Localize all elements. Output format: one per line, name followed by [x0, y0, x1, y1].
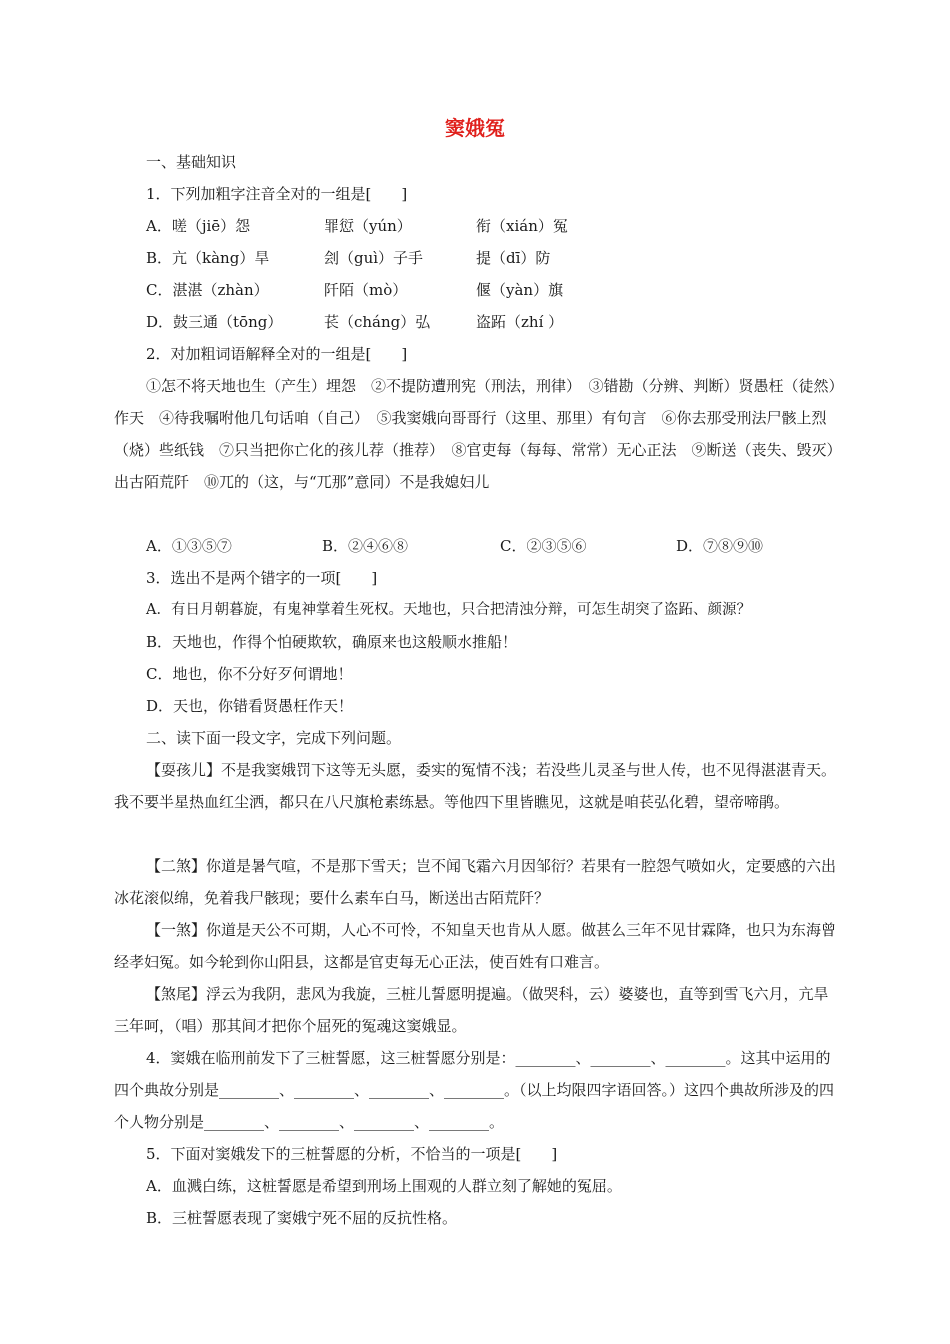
q1-option-b-2: 刽（guì）子手: [324, 249, 424, 267]
passage-paragraph-2: 【二煞】你道是暑气喧，不是那下雪天；岂不闻飞霜六月因邹衍？若果有一腔怨气喷如火，定要感的六出冰花滚似绵，免着我尸骸现；要什么素车白马，断送出古陌荒阡？: [114, 857, 837, 907]
q1-option-d-1: D．鼓三通（tōng）: [146, 313, 283, 331]
question-3-stem: 3．选出不是两个错字的一项[ ]: [146, 569, 378, 587]
document-title: 窦娥冤: [445, 116, 505, 140]
section-heading-2: 二、读下面一段文字，完成下列问题。: [146, 729, 402, 747]
q3-option-b: B．天地也，作得个怕硬欺软，确原来也这般顺水推船！: [146, 633, 518, 651]
q2-option-d: D．⑦⑧⑨⑩: [676, 537, 764, 555]
question-5-stem: 5．下面对窦娥发下的三桩誓愿的分析，不恰当的一项是[ ]: [146, 1145, 558, 1163]
question-1-stem: 1．下列加粗字注音全对的一组是[ ]: [146, 185, 408, 203]
q1-option-c-2: 阡陌（mò）: [324, 281, 408, 299]
q2-option-a: A．①③⑤⑦: [146, 537, 232, 555]
q1-option-d-2: 苌（cháng）弘: [324, 313, 431, 331]
q2-option-c: C．②③⑤⑥: [500, 537, 587, 555]
q1-option-b-3: 提（dī）防: [476, 249, 551, 267]
passage-paragraph-1: 【耍孩儿】不是我窦娥罚下这等无头愿，委实的冤情不浅；若没些儿灵圣与世人传，也不见得湛湛青天。我不要半星热血红尘洒，都只在八尺旗枪素练悬。等他四下里皆瞧见，这就是咱苌弘化碧，望帝啼鹃。: [114, 761, 837, 811]
q2-option-b: B．②④⑥⑧: [322, 537, 409, 555]
q5-option-a: A．血溅白练，这桩誓愿是希望到刑场上围观的人群立刻了解她的冤屈。: [146, 1177, 622, 1195]
q5-option-b: B．三桩誓愿表现了窦娥宁死不屈的反抗性格。: [146, 1209, 458, 1227]
passage-paragraph-3: 【一煞】你道是天公不可期，人心不可怜，不知皇天也肯从人愿。做甚么三年不见甘霖降，也只为东海曾经孝妇冤。如今轮到你山阳县，这都是官吏每无心正法，使百姓有口难言。: [114, 921, 837, 971]
q3-option-c: C．地也，你不分好歹何谓地！: [146, 665, 353, 683]
q1-option-b-1: B．亢（kàng）旱: [146, 249, 270, 267]
question-2-stem: 2．对加粗词语解释全对的一组是[ ]: [146, 345, 408, 363]
q1-option-c-1: C．湛湛（zhàn）: [146, 281, 269, 299]
section-heading-1: 一、基础知识: [146, 153, 237, 171]
q1-option-a-2: 罪愆（yún）: [324, 217, 412, 235]
q3-option-d: D．天也，你错看贤愚枉作天！: [146, 697, 354, 715]
passage-paragraph-4: 【煞尾】浮云为我阴，悲风为我旋，三桩儿誓愿明提遍。（做哭科，云）婆婆也，直等到雪飞六月，亢旱三年呵，（唱）那其间才把你个屈死的冤魂这窦娥显。: [114, 985, 829, 1035]
question-4: 4．窦娥在临刑前发下了三桩誓愿，这三桩誓愿分别是：________、________、________。这其中运用的四个典故分别是________、________、________、________。（以上均限四字语回答。）这四个典故所涉及的四个人物分别是________、________、________、________。: [114, 1049, 835, 1131]
question-2-body: ①怎不将天地也生（产生）埋怨 ②不提防遭刑宪（刑法，刑律） ③错勘（分辨、判断）贤愚枉（徒然）作天 ④待我嘱咐他几句话咱（自己） ⑤我窦娥向哥哥行（这里、那里）有句言 ⑥你去那受刑法尸骸上烈（烧）些纸钱 ⑦只当把你亡化的孩儿荐（推荐） ⑧官吏每（每每、常常）无心正法 ⑨断送（丧失、毁灭）出古陌荒阡 ⑩兀的（这，与“兀那”意同）不是我媳妇儿: [114, 377, 837, 491]
q3-option-a: A．有日月朝暮旋，有鬼神掌着生死权。天地也，只合把清浊分辩，可怎生胡突了盗跖、颜源？: [146, 602, 751, 618]
q1-option-c-3: 偃（yàn）旗: [476, 281, 564, 299]
q1-option-a-3: 衔（xián）冤: [476, 217, 568, 235]
q1-option-d-3: 盗跖（zhí ）: [476, 313, 564, 331]
q1-option-a-1: A．嗟（jiē）怨: [146, 217, 251, 235]
